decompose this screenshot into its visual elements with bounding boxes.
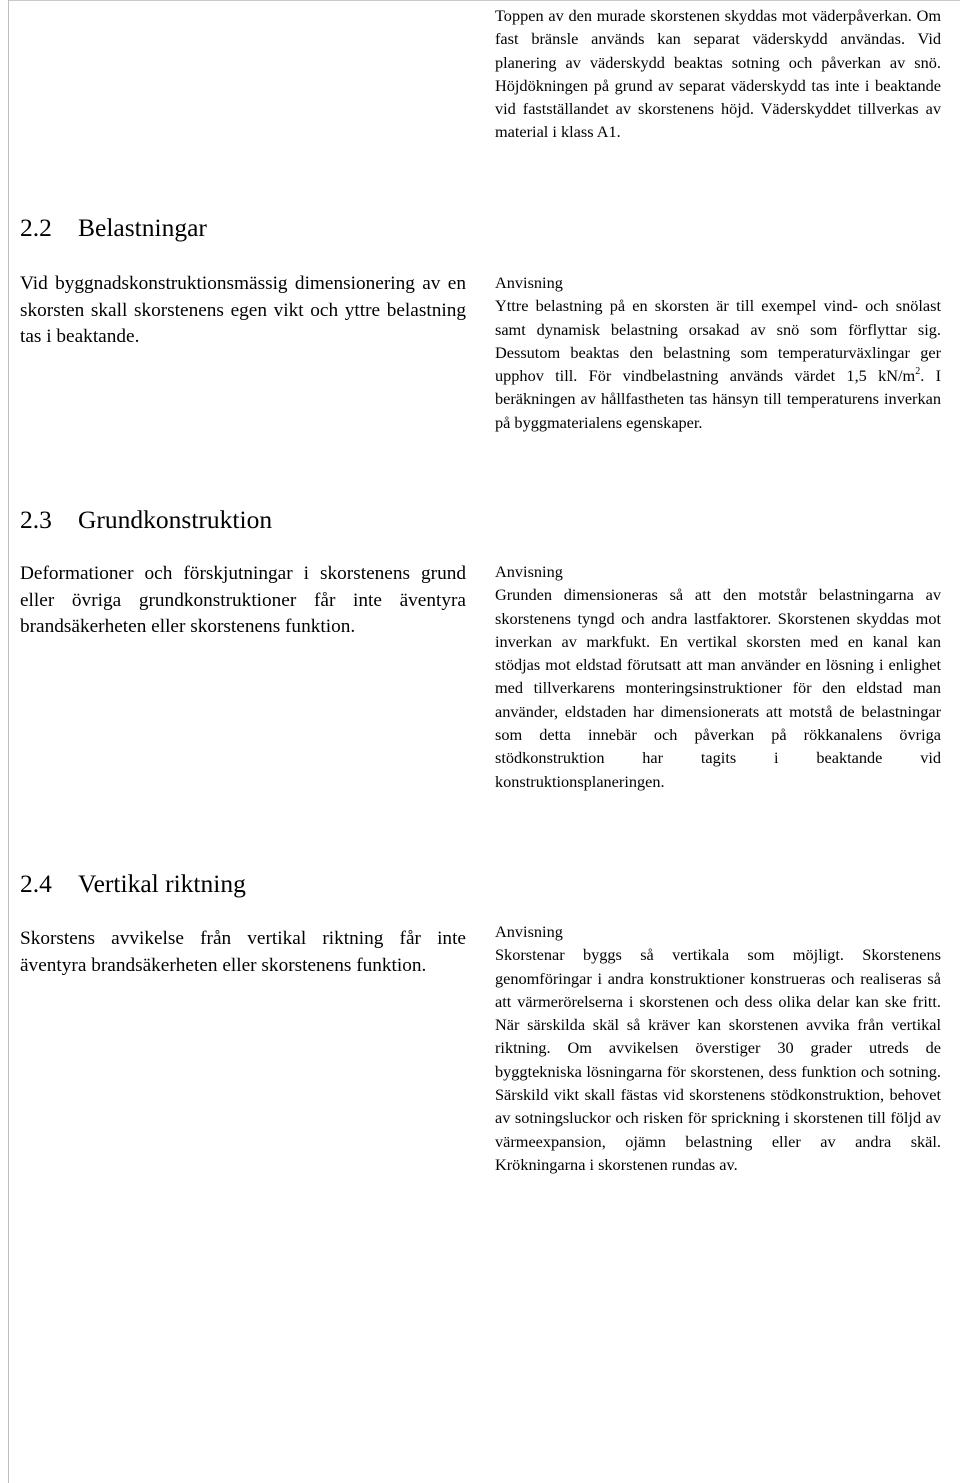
section-heading-2-3 [20, 505, 272, 535]
anvisning-block-2-3 [495, 560, 941, 793]
section-heading-2-4 [20, 869, 246, 899]
section-body-2-2: Vid byggnadskonstruktionsmässig dimensionering av en skorsten skall skorstenens egen vikt och yttre belastning tas i beaktande. [20, 273, 466, 348]
anvisning-block-2-4 [495, 920, 941, 1176]
superscript: 2 [915, 365, 921, 377]
anvisning-label: Anvisning [495, 922, 563, 941]
section-title: Belastningar [78, 213, 207, 242]
anvisning-text: Skorstenar byggs så vertikala som möjligt. Skorstenens genomföringar i andra konstruktioner konstrueras och realiseras så att värmerörelserna i skorstenen och dess olika delar kan ske fritt. När särskilda skäl så kräver kan skorstenen avvika från vertikal riktning. Om avvikelsen överstiger 30 grader utreds de byggtekniska lösningarna för skorstenen, dess funktion och sotning. Särskild vikt skall fästas vid skorstenens stödkonstruktion, behovet av sotningsluckor och risken för sprickning i skorstenen till följd av värmeexpansion, ojämn belastning eller av andra skäl. Krökningarna i skorstenen rundas av. [495, 945, 941, 1174]
section-title: Grundkonstruktion [78, 505, 273, 534]
section-number: 2.3 [20, 505, 52, 534]
anvisning-label: Anvisning [495, 562, 563, 581]
anvisning-label: Anvisning [495, 273, 563, 292]
anvisning-block-2-2 [495, 271, 941, 434]
anvisning-text: Yttre belastning på en skorsten är till exempel vind- och snölast samt dynamisk belastning orsakad av snö som förflyttar sig. Dessutom beaktas den belastning som temperaturväxlingar ger upphov till. För vindbelastning används värdet 1,5 $kN/m^2$. I beräkningen av hållfastheten tas hänsyn till temperaturens inverkan på byggmaterialens egenskaper. [495, 296, 942, 432]
anvisning-text: Grunden dimensioneras så att den motstår belastningarna av skorstenens tyngd och andra lastfaktorer. Skorstenen skyddas mot inverkan av markfukt. En vertikal skorsten med en kanal kan stödjas mot eldstad förutsatt att man använder en lösning i enlighet med tillverkarens monteringsinstruktioner för den eldstad man använder, eldstaden har dimensionerats att motstå de belastningar som detta innebär och påverkan på rökkanalens övriga stödkonstruktion har tagits i beaktande vid konstruktionsplaneringen. [495, 585, 941, 791]
section-number: 2.2 [20, 213, 52, 242]
intro-paragraph: Toppen av den murade skorstenen skyddas mot väderpåverkan. Om fast bränsle används kan separat väderskydd användas. Vid planering av väderskydd beaktas sotning och påverkan av snö. Höjdökningen på grund av separat väderskydd tas inte i beaktande vid fastställandet av skorstenens höjd. Väderskyddet tillverkas av material i klass A1. [495, 6, 941, 142]
section-body-2-4: Skorstens avvikelse från vertikal riktning får inte äventyra brandsäkerheten eller skorstenens funktion. [20, 928, 466, 976]
section-body-2-3: Deformationer och förskjutningar i skorstenens grund eller övriga grundkonstruktioner får inte äventyra brandsäkerheten eller skorstenens funktion. [20, 563, 466, 638]
section-heading-2-2 [20, 213, 207, 243]
page-border-left [8, 0, 9, 1483]
page-border-top [8, 0, 960, 1]
section-number: 2.4 [20, 869, 52, 898]
section-title: Vertikal riktning [78, 869, 246, 898]
